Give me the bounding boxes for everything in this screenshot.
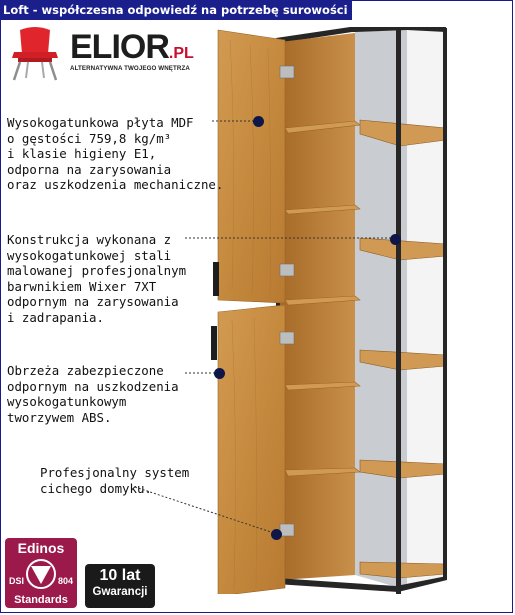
- annotation-soft-close: Profesjonalny system cichego domyku.: [40, 465, 190, 496]
- dsi-label: DSI: [9, 576, 25, 586]
- annotation-marker-abs: [214, 368, 225, 379]
- edinos-standards: Standards: [14, 594, 68, 606]
- annotation-abs: Obrzeża zabezpieczone odpornym na uszkodzenia wysokogatunkowym tworzywem ABS.: [7, 363, 179, 425]
- brand-tld: .PL: [168, 45, 194, 62]
- annotation-marker-soft-close: [271, 529, 282, 540]
- page-title: Loft - współczesna odpowiedź na potrzebę surowości: [0, 0, 352, 20]
- annotation-mdf: Wysokogatunkowa płyta MDF o gęstości 759,8 kg/m³ i klasie higieny E1, odporna na zarysowania oraz uszkodzenia mechaniczne.: [7, 115, 224, 192]
- edinos-title: Edinos: [17, 540, 65, 556]
- edinos-badge: [5, 538, 77, 608]
- warranty-badge: [85, 564, 155, 608]
- annotation-marker-mdf: [253, 116, 264, 127]
- brand-name: ELIOR: [70, 28, 169, 66]
- warranty-label: Gwarancji: [92, 586, 148, 598]
- annotation-steel: Konstrukcja wykonana z wysokogatunkowej stali malowanej profesjonalnym barwnikiem Wixer 7XT odpornym na zarysowania i zadrapania.: [7, 232, 187, 325]
- brand-tagline: ALTERNATYWNA TWOJEGO WNĘTRZA: [70, 65, 190, 72]
- dsi-code: 804: [57, 576, 73, 586]
- warranty-years: 10 lat: [99, 567, 141, 584]
- annotation-marker-steel: [390, 234, 401, 245]
- dsi-seal-icon: [19, 558, 63, 590]
